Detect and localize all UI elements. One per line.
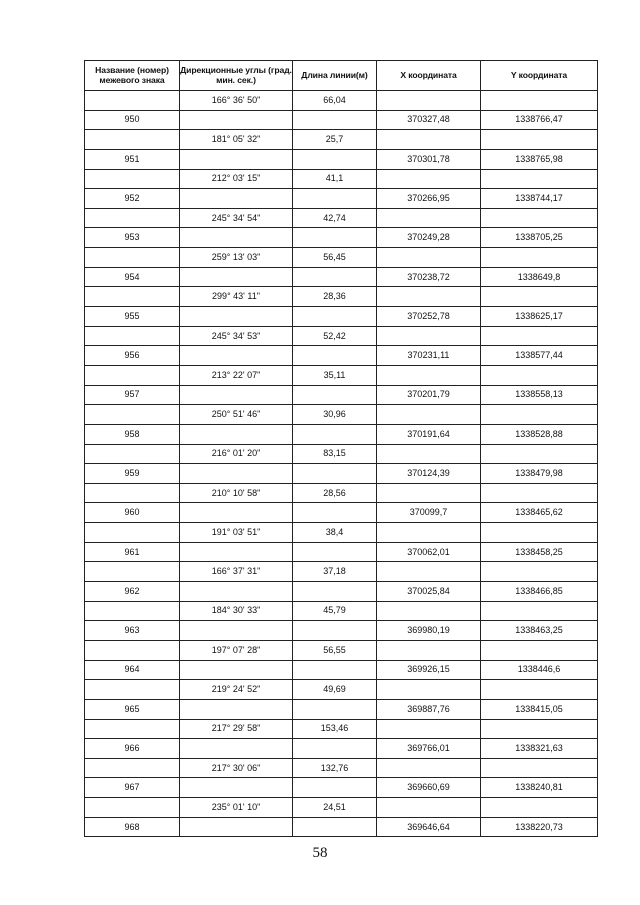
cell-direction-angle: 212° 03' 15" — [180, 169, 293, 189]
cell-marker-name: 952 — [85, 189, 180, 209]
cell-marker-name: 964 — [85, 660, 180, 680]
table-body — [85, 91, 598, 837]
cell-x-coordinate: 370266,95 — [377, 189, 481, 209]
table-row — [85, 365, 598, 385]
table-row — [85, 189, 598, 209]
cell-marker-name — [85, 169, 180, 189]
cell-direction-angle — [180, 385, 293, 405]
cell-x-coordinate: 369926,15 — [377, 660, 481, 680]
cell-x-coordinate: 369646,64 — [377, 817, 481, 837]
cell-direction-angle — [180, 307, 293, 327]
table-row — [85, 228, 598, 248]
cell-marker-name — [85, 640, 180, 660]
cell-marker-name: 950 — [85, 110, 180, 130]
table-header-row — [85, 61, 598, 91]
cell-direction-angle — [180, 621, 293, 641]
cell-x-coordinate — [377, 444, 481, 464]
cell-y-coordinate — [481, 640, 598, 660]
cell-y-coordinate: 1338558,13 — [481, 385, 598, 405]
cell-line-length — [293, 346, 377, 366]
cell-y-coordinate — [481, 798, 598, 818]
table-row — [85, 405, 598, 425]
cell-marker-name — [85, 444, 180, 464]
cell-x-coordinate: 370249,28 — [377, 228, 481, 248]
table-row — [85, 287, 598, 307]
cell-x-coordinate: 370025,84 — [377, 582, 481, 602]
table-row — [85, 483, 598, 503]
cell-x-coordinate — [377, 169, 481, 189]
cell-direction-angle: 299° 43' 11" — [180, 287, 293, 307]
cell-y-coordinate: 1338765,98 — [481, 149, 598, 169]
cell-direction-angle — [180, 582, 293, 602]
table-row — [85, 798, 598, 818]
cell-marker-name: 962 — [85, 582, 180, 602]
cell-x-coordinate — [377, 601, 481, 621]
cell-line-length: 52,42 — [293, 326, 377, 346]
cell-marker-name: 955 — [85, 307, 180, 327]
table-row — [85, 169, 598, 189]
table-row — [85, 307, 598, 327]
cell-line-length: 45,79 — [293, 601, 377, 621]
cell-line-length — [293, 621, 377, 641]
cell-direction-angle — [180, 778, 293, 798]
table-row — [85, 739, 598, 759]
cell-line-length — [293, 739, 377, 759]
table-row — [85, 267, 598, 287]
cell-line-length — [293, 699, 377, 719]
cell-line-length — [293, 503, 377, 523]
cell-direction-angle: 219° 24' 52" — [180, 680, 293, 700]
cell-marker-name: 954 — [85, 267, 180, 287]
cell-y-coordinate — [481, 326, 598, 346]
cell-y-coordinate: 1338463,25 — [481, 621, 598, 641]
cell-x-coordinate: 370238,72 — [377, 267, 481, 287]
cell-direction-angle — [180, 110, 293, 130]
cell-y-coordinate: 1338220,73 — [481, 817, 598, 837]
table-row — [85, 110, 598, 130]
cell-direction-angle: 213° 22' 07" — [180, 365, 293, 385]
cell-line-length — [293, 660, 377, 680]
cell-direction-angle: 259° 13' 03" — [180, 248, 293, 268]
cell-direction-angle: 181° 05' 32" — [180, 130, 293, 150]
cell-direction-angle — [180, 503, 293, 523]
coordinates-table — [84, 60, 598, 837]
cell-line-length — [293, 542, 377, 562]
cell-x-coordinate: 369660,69 — [377, 778, 481, 798]
cell-marker-name — [85, 601, 180, 621]
cell-line-length: 37,18 — [293, 562, 377, 582]
cell-y-coordinate — [481, 680, 598, 700]
cell-x-coordinate — [377, 719, 481, 739]
cell-y-coordinate — [481, 523, 598, 543]
header-marker-name: Название (номер) межевого знака — [85, 61, 180, 91]
table-row — [85, 208, 598, 228]
cell-x-coordinate — [377, 208, 481, 228]
cell-x-coordinate — [377, 405, 481, 425]
cell-marker-name: 960 — [85, 503, 180, 523]
table-row — [85, 582, 598, 602]
cell-y-coordinate — [481, 208, 598, 228]
table-row — [85, 758, 598, 778]
cell-marker-name — [85, 719, 180, 739]
cell-x-coordinate — [377, 130, 481, 150]
cell-direction-angle: 217° 29' 58" — [180, 719, 293, 739]
cell-direction-angle — [180, 267, 293, 287]
cell-marker-name — [85, 562, 180, 582]
cell-y-coordinate — [481, 287, 598, 307]
cell-y-coordinate — [481, 758, 598, 778]
cell-marker-name — [85, 405, 180, 425]
cell-x-coordinate: 370252,78 — [377, 307, 481, 327]
cell-direction-angle: 191° 03' 51" — [180, 523, 293, 543]
cell-y-coordinate: 1338528,88 — [481, 424, 598, 444]
table-row — [85, 464, 598, 484]
cell-x-coordinate: 370231,11 — [377, 346, 481, 366]
cell-direction-angle — [180, 149, 293, 169]
cell-line-length — [293, 228, 377, 248]
cell-x-coordinate — [377, 248, 481, 268]
cell-x-coordinate: 369980,19 — [377, 621, 481, 641]
cell-direction-angle — [180, 699, 293, 719]
cell-x-coordinate: 369766,01 — [377, 739, 481, 759]
table-row — [85, 385, 598, 405]
table-row — [85, 248, 598, 268]
cell-y-coordinate: 1338649,8 — [481, 267, 598, 287]
table-row — [85, 640, 598, 660]
cell-line-length — [293, 424, 377, 444]
table-row — [85, 444, 598, 464]
cell-y-coordinate — [481, 248, 598, 268]
cell-x-coordinate — [377, 523, 481, 543]
cell-line-length: 83,15 — [293, 444, 377, 464]
cell-x-coordinate: 370327,48 — [377, 110, 481, 130]
cell-y-coordinate — [481, 130, 598, 150]
table-row — [85, 719, 598, 739]
cell-marker-name: 959 — [85, 464, 180, 484]
table-row — [85, 91, 598, 111]
cell-direction-angle: 217° 30' 06" — [180, 758, 293, 778]
table-row — [85, 346, 598, 366]
cell-direction-angle: 210° 10' 58" — [180, 483, 293, 503]
cell-x-coordinate: 370124,39 — [377, 464, 481, 484]
cell-direction-angle: 216° 01' 20" — [180, 444, 293, 464]
cell-marker-name — [85, 758, 180, 778]
cell-y-coordinate: 1338321,63 — [481, 739, 598, 759]
table-row — [85, 542, 598, 562]
cell-x-coordinate — [377, 798, 481, 818]
table-row — [85, 562, 598, 582]
cell-x-coordinate — [377, 562, 481, 582]
cell-direction-angle — [180, 739, 293, 759]
cell-direction-angle — [180, 817, 293, 837]
cell-line-length — [293, 464, 377, 484]
cell-y-coordinate: 1338744,17 — [481, 189, 598, 209]
cell-y-coordinate: 1338446,6 — [481, 660, 598, 680]
cell-marker-name — [85, 680, 180, 700]
cell-x-coordinate — [377, 365, 481, 385]
cell-y-coordinate: 1338240,81 — [481, 778, 598, 798]
cell-line-length — [293, 149, 377, 169]
cell-line-length: 66,04 — [293, 91, 377, 111]
cell-marker-name: 968 — [85, 817, 180, 837]
cell-direction-angle — [180, 228, 293, 248]
cell-marker-name: 957 — [85, 385, 180, 405]
cell-marker-name — [85, 483, 180, 503]
cell-marker-name — [85, 248, 180, 268]
cell-line-length — [293, 267, 377, 287]
cell-x-coordinate — [377, 326, 481, 346]
cell-marker-name: 967 — [85, 778, 180, 798]
cell-x-coordinate: 370301,78 — [377, 149, 481, 169]
cell-y-coordinate: 1338625,17 — [481, 307, 598, 327]
cell-line-length: 25,7 — [293, 130, 377, 150]
cell-line-length — [293, 307, 377, 327]
cell-direction-angle: 245° 34' 53" — [180, 326, 293, 346]
cell-y-coordinate: 1338415,05 — [481, 699, 598, 719]
header-y-coordinate: Y координата — [481, 61, 598, 91]
table-row — [85, 424, 598, 444]
cell-marker-name — [85, 130, 180, 150]
cell-line-length: 35,11 — [293, 365, 377, 385]
cell-y-coordinate: 1338458,25 — [481, 542, 598, 562]
cell-y-coordinate: 1338466,85 — [481, 582, 598, 602]
cell-x-coordinate — [377, 483, 481, 503]
table-row — [85, 621, 598, 641]
cell-y-coordinate — [481, 365, 598, 385]
header-line-length: Длина линии(м) — [293, 61, 377, 91]
cell-marker-name — [85, 523, 180, 543]
cell-y-coordinate — [481, 405, 598, 425]
table-row — [85, 778, 598, 798]
cell-line-length — [293, 385, 377, 405]
cell-line-length: 30,96 — [293, 405, 377, 425]
cell-line-length — [293, 110, 377, 130]
table-row — [85, 660, 598, 680]
table-row — [85, 523, 598, 543]
cell-line-length — [293, 189, 377, 209]
cell-line-length: 153,46 — [293, 719, 377, 739]
table-row — [85, 130, 598, 150]
cell-line-length: 41,1 — [293, 169, 377, 189]
cell-line-length: 24,51 — [293, 798, 377, 818]
cell-x-coordinate — [377, 640, 481, 660]
cell-direction-angle — [180, 464, 293, 484]
cell-direction-angle: 235° 01' 10" — [180, 798, 293, 818]
cell-x-coordinate: 369887,76 — [377, 699, 481, 719]
cell-y-coordinate: 1338705,25 — [481, 228, 598, 248]
cell-line-length — [293, 817, 377, 837]
cell-marker-name — [85, 365, 180, 385]
cell-y-coordinate — [481, 444, 598, 464]
cell-marker-name: 961 — [85, 542, 180, 562]
cell-marker-name: 963 — [85, 621, 180, 641]
cell-marker-name — [85, 326, 180, 346]
cell-direction-angle — [180, 189, 293, 209]
cell-line-length: 38,4 — [293, 523, 377, 543]
header-x-coordinate: X координата — [377, 61, 481, 91]
cell-direction-angle — [180, 660, 293, 680]
cell-line-length — [293, 582, 377, 602]
cell-x-coordinate — [377, 287, 481, 307]
cell-direction-angle: 166° 36' 50" — [180, 91, 293, 111]
cell-line-length: 28,36 — [293, 287, 377, 307]
cell-direction-angle: 197° 07' 28" — [180, 640, 293, 660]
cell-marker-name: 951 — [85, 149, 180, 169]
cell-y-coordinate — [481, 169, 598, 189]
cell-x-coordinate: 370201,79 — [377, 385, 481, 405]
cell-y-coordinate — [481, 91, 598, 111]
cell-line-length: 28,56 — [293, 483, 377, 503]
cell-y-coordinate — [481, 483, 598, 503]
table-row — [85, 601, 598, 621]
cell-direction-angle: 245° 34' 54" — [180, 208, 293, 228]
cell-x-coordinate — [377, 91, 481, 111]
cell-marker-name — [85, 91, 180, 111]
cell-y-coordinate: 1338465,62 — [481, 503, 598, 523]
cell-marker-name — [85, 287, 180, 307]
cell-line-length — [293, 778, 377, 798]
cell-line-length: 49,69 — [293, 680, 377, 700]
cell-line-length: 56,45 — [293, 248, 377, 268]
cell-line-length: 132,76 — [293, 758, 377, 778]
cell-direction-angle — [180, 424, 293, 444]
cell-marker-name: 965 — [85, 699, 180, 719]
cell-x-coordinate: 370062,01 — [377, 542, 481, 562]
page-number: 58 — [312, 845, 328, 861]
cell-direction-angle: 184° 30' 33" — [180, 601, 293, 621]
cell-x-coordinate — [377, 758, 481, 778]
cell-marker-name — [85, 208, 180, 228]
cell-marker-name: 953 — [85, 228, 180, 248]
table-row — [85, 680, 598, 700]
table-row — [85, 817, 598, 837]
cell-y-coordinate — [481, 601, 598, 621]
table-row — [85, 326, 598, 346]
table-row — [85, 503, 598, 523]
header-direction-angles: Дирекционные углы (град. мин. сек.) — [180, 61, 293, 91]
cell-marker-name — [85, 798, 180, 818]
cell-direction-angle: 250° 51' 46" — [180, 405, 293, 425]
cell-x-coordinate: 370099,7 — [377, 503, 481, 523]
cell-marker-name: 958 — [85, 424, 180, 444]
cell-x-coordinate: 370191,64 — [377, 424, 481, 444]
cell-marker-name: 966 — [85, 739, 180, 759]
cell-direction-angle — [180, 346, 293, 366]
cell-line-length: 56,55 — [293, 640, 377, 660]
cell-direction-angle: 166° 37' 31" — [180, 562, 293, 582]
cell-y-coordinate — [481, 719, 598, 739]
cell-line-length: 42,74 — [293, 208, 377, 228]
cell-x-coordinate — [377, 680, 481, 700]
cell-direction-angle — [180, 542, 293, 562]
table-row — [85, 149, 598, 169]
cell-y-coordinate: 1338766,47 — [481, 110, 598, 130]
table-row — [85, 699, 598, 719]
cell-y-coordinate: 1338577,44 — [481, 346, 598, 366]
cell-marker-name: 956 — [85, 346, 180, 366]
cell-y-coordinate: 1338479,98 — [481, 464, 598, 484]
cell-y-coordinate — [481, 562, 598, 582]
